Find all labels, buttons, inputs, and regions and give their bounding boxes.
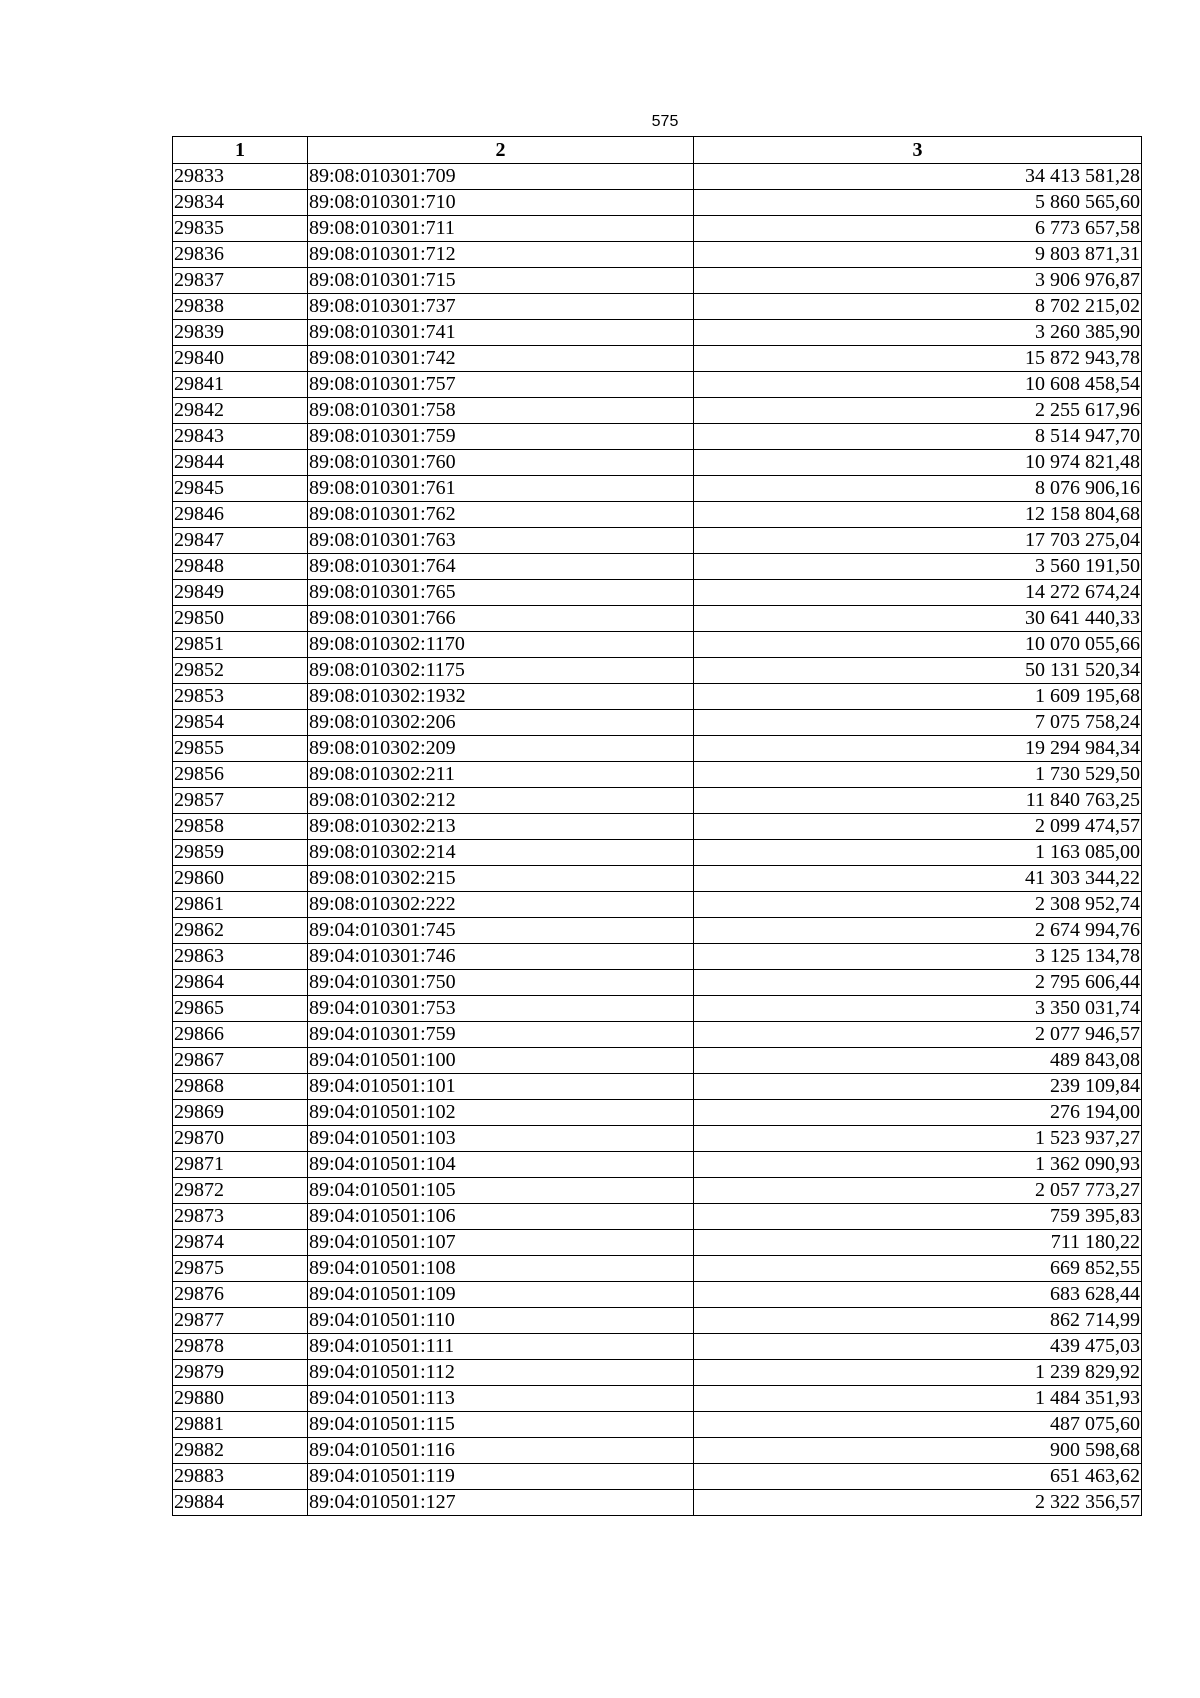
table-row <box>173 242 1142 268</box>
row-number-cell: 29864 <box>173 970 308 996</box>
value-cell: 489 843,08 <box>694 1048 1142 1074</box>
cadastral-number-cell: 89:08:010301:765 <box>308 580 694 606</box>
value-cell: 10 070 055,66 <box>694 632 1142 658</box>
row-number-cell: 29881 <box>173 1412 308 1438</box>
table-row <box>173 606 1142 632</box>
row-number-cell: 29873 <box>173 1204 308 1230</box>
cadastral-number-cell: 89:08:010302:1175 <box>308 658 694 684</box>
value-cell: 1 163 085,00 <box>694 840 1142 866</box>
row-number-cell: 29837 <box>173 268 308 294</box>
cadastral-number-cell: 89:04:010301:753 <box>308 996 694 1022</box>
value-cell: 7 075 758,24 <box>694 710 1142 736</box>
value-cell: 759 395,83 <box>694 1204 1142 1230</box>
cadastral-number-cell: 89:08:010301:764 <box>308 554 694 580</box>
table-row <box>173 1256 1142 1282</box>
value-cell: 2 255 617,96 <box>694 398 1142 424</box>
row-number-cell: 29846 <box>173 502 308 528</box>
header-row <box>173 137 1142 164</box>
value-cell: 50 131 520,34 <box>694 658 1142 684</box>
table-row <box>173 476 1142 502</box>
cadastral-number-cell: 89:08:010302:215 <box>308 866 694 892</box>
table-row <box>173 320 1142 346</box>
table-row <box>173 814 1142 840</box>
row-number-cell: 29853 <box>173 684 308 710</box>
value-cell: 683 628,44 <box>694 1282 1142 1308</box>
cadastral-number-cell: 89:08:010301:762 <box>308 502 694 528</box>
column-header-1: 1 <box>173 137 308 164</box>
row-number-cell: 29834 <box>173 190 308 216</box>
row-number-cell: 29851 <box>173 632 308 658</box>
row-number-cell: 29871 <box>173 1152 308 1178</box>
table-row <box>173 840 1142 866</box>
cadastral-number-cell: 89:08:010301:741 <box>308 320 694 346</box>
table-row <box>173 1074 1142 1100</box>
value-cell: 2 077 946,57 <box>694 1022 1142 1048</box>
row-number-cell: 29867 <box>173 1048 308 1074</box>
cadastral-number-cell: 89:04:010501:109 <box>308 1282 694 1308</box>
row-number-cell: 29855 <box>173 736 308 762</box>
value-cell: 2 674 994,76 <box>694 918 1142 944</box>
table-row <box>173 970 1142 996</box>
table-header <box>173 137 1142 164</box>
table-row <box>173 398 1142 424</box>
cadastral-number-cell: 89:08:010301:766 <box>308 606 694 632</box>
cadastral-number-cell: 89:08:010302:212 <box>308 788 694 814</box>
row-number-cell: 29833 <box>173 164 308 190</box>
table-row <box>173 1282 1142 1308</box>
cadastral-number-cell: 89:08:010301:757 <box>308 372 694 398</box>
table-row <box>173 736 1142 762</box>
cadastral-number-cell: 89:04:010501:112 <box>308 1360 694 1386</box>
cadastral-number-cell: 89:04:010301:745 <box>308 918 694 944</box>
cadastral-number-cell: 89:04:010501:115 <box>308 1412 694 1438</box>
cadastral-number-cell: 89:04:010501:101 <box>308 1074 694 1100</box>
cadastral-number-cell: 89:08:010301:709 <box>308 164 694 190</box>
row-number-cell: 29868 <box>173 1074 308 1100</box>
row-number-cell: 29836 <box>173 242 308 268</box>
cadastral-number-cell: 89:04:010301:746 <box>308 944 694 970</box>
cadastral-number-cell: 89:08:010302:211 <box>308 762 694 788</box>
table-row <box>173 1152 1142 1178</box>
table-row <box>173 1490 1142 1516</box>
value-cell: 2 057 773,27 <box>694 1178 1142 1204</box>
row-number-cell: 29865 <box>173 996 308 1022</box>
row-number-cell: 29879 <box>173 1360 308 1386</box>
cadastral-number-cell: 89:04:010501:113 <box>308 1386 694 1412</box>
table-row <box>173 1048 1142 1074</box>
table-row <box>173 1126 1142 1152</box>
row-number-cell: 29876 <box>173 1282 308 1308</box>
cadastral-number-cell: 89:04:010501:100 <box>308 1048 694 1074</box>
row-number-cell: 29862 <box>173 918 308 944</box>
row-number-cell: 29844 <box>173 450 308 476</box>
cadastral-number-cell: 89:08:010301:763 <box>308 528 694 554</box>
value-cell: 3 560 191,50 <box>694 554 1142 580</box>
cadastral-number-cell: 89:04:010501:105 <box>308 1178 694 1204</box>
value-cell: 669 852,55 <box>694 1256 1142 1282</box>
row-number-cell: 29872 <box>173 1178 308 1204</box>
value-cell: 9 803 871,31 <box>694 242 1142 268</box>
column-header-2: 2 <box>308 137 694 164</box>
table-row <box>173 1360 1142 1386</box>
table-row <box>173 632 1142 658</box>
value-cell: 276 194,00 <box>694 1100 1142 1126</box>
value-cell: 3 906 976,87 <box>694 268 1142 294</box>
table-row <box>173 164 1142 190</box>
cadastral-number-cell: 89:04:010501:108 <box>308 1256 694 1282</box>
table-row <box>173 944 1142 970</box>
column-header-3: 3 <box>694 137 1142 164</box>
row-number-cell: 29852 <box>173 658 308 684</box>
cadastral-number-cell: 89:04:010501:103 <box>308 1126 694 1152</box>
table-row <box>173 216 1142 242</box>
value-cell: 239 109,84 <box>694 1074 1142 1100</box>
table-row <box>173 1334 1142 1360</box>
row-number-cell: 29859 <box>173 840 308 866</box>
value-cell: 8 076 906,16 <box>694 476 1142 502</box>
value-cell: 2 795 606,44 <box>694 970 1142 996</box>
cadastral-number-cell: 89:08:010301:761 <box>308 476 694 502</box>
value-cell: 1 362 090,93 <box>694 1152 1142 1178</box>
value-cell: 6 773 657,58 <box>694 216 1142 242</box>
cadastral-number-cell: 89:08:010301:737 <box>308 294 694 320</box>
value-cell: 1 609 195,68 <box>694 684 1142 710</box>
row-number-cell: 29857 <box>173 788 308 814</box>
cadastral-number-cell: 89:08:010302:206 <box>308 710 694 736</box>
cadastral-number-cell: 89:08:010301:758 <box>308 398 694 424</box>
value-cell: 3 125 134,78 <box>694 944 1142 970</box>
row-number-cell: 29874 <box>173 1230 308 1256</box>
table-row <box>173 762 1142 788</box>
cadastral-number-cell: 89:08:010302:222 <box>308 892 694 918</box>
value-cell: 19 294 984,34 <box>694 736 1142 762</box>
data-table <box>172 136 1142 1516</box>
table-row <box>173 1412 1142 1438</box>
table-row <box>173 1204 1142 1230</box>
table-row <box>173 684 1142 710</box>
value-cell: 34 413 581,28 <box>694 164 1142 190</box>
row-number-cell: 29838 <box>173 294 308 320</box>
cadastral-number-cell: 89:04:010501:110 <box>308 1308 694 1334</box>
table-row <box>173 710 1142 736</box>
table-row <box>173 1100 1142 1126</box>
value-cell: 3 350 031,74 <box>694 996 1142 1022</box>
cadastral-number-cell: 89:04:010501:107 <box>308 1230 694 1256</box>
table-row <box>173 372 1142 398</box>
table-row <box>173 294 1142 320</box>
row-number-cell: 29856 <box>173 762 308 788</box>
cadastral-number-cell: 89:04:010501:119 <box>308 1464 694 1490</box>
table-body <box>173 164 1142 1516</box>
value-cell: 12 158 804,68 <box>694 502 1142 528</box>
cadastral-number-cell: 89:08:010301:712 <box>308 242 694 268</box>
row-number-cell: 29848 <box>173 554 308 580</box>
value-cell: 1 484 351,93 <box>694 1386 1142 1412</box>
value-cell: 3 260 385,90 <box>694 320 1142 346</box>
cadastral-number-cell: 89:04:010501:106 <box>308 1204 694 1230</box>
row-number-cell: 29882 <box>173 1438 308 1464</box>
cadastral-number-cell: 89:04:010301:759 <box>308 1022 694 1048</box>
table-row <box>173 528 1142 554</box>
cadastral-number-cell: 89:04:010301:750 <box>308 970 694 996</box>
cadastral-number-cell: 89:04:010501:111 <box>308 1334 694 1360</box>
table-row <box>173 1386 1142 1412</box>
row-number-cell: 29870 <box>173 1126 308 1152</box>
table-row <box>173 190 1142 216</box>
cadastral-number-cell: 89:08:010302:209 <box>308 736 694 762</box>
table-row <box>173 346 1142 372</box>
value-cell: 41 303 344,22 <box>694 866 1142 892</box>
value-cell: 14 272 674,24 <box>694 580 1142 606</box>
row-number-cell: 29842 <box>173 398 308 424</box>
value-cell: 8 702 215,02 <box>694 294 1142 320</box>
table-row <box>173 788 1142 814</box>
cadastral-number-cell: 89:04:010501:116 <box>308 1438 694 1464</box>
row-number-cell: 29840 <box>173 346 308 372</box>
row-number-cell: 29863 <box>173 944 308 970</box>
value-cell: 2 308 952,74 <box>694 892 1142 918</box>
table-row <box>173 1308 1142 1334</box>
value-cell: 439 475,03 <box>694 1334 1142 1360</box>
value-cell: 2 322 356,57 <box>694 1490 1142 1516</box>
cadastral-number-cell: 89:08:010301:759 <box>308 424 694 450</box>
value-cell: 10 608 458,54 <box>694 372 1142 398</box>
row-number-cell: 29884 <box>173 1490 308 1516</box>
table-row <box>173 580 1142 606</box>
cadastral-number-cell: 89:08:010301:715 <box>308 268 694 294</box>
value-cell: 651 463,62 <box>694 1464 1142 1490</box>
value-cell: 1 523 937,27 <box>694 1126 1142 1152</box>
value-cell: 1 239 829,92 <box>694 1360 1142 1386</box>
cadastral-number-cell: 89:08:010302:1932 <box>308 684 694 710</box>
table-row <box>173 502 1142 528</box>
table-row <box>173 450 1142 476</box>
row-number-cell: 29854 <box>173 710 308 736</box>
table-row <box>173 424 1142 450</box>
row-number-cell: 29850 <box>173 606 308 632</box>
value-cell: 30 641 440,33 <box>694 606 1142 632</box>
page-number: 575 <box>651 113 679 130</box>
row-number-cell: 29866 <box>173 1022 308 1048</box>
cadastral-number-cell: 89:08:010302:1170 <box>308 632 694 658</box>
row-number-cell: 29835 <box>173 216 308 242</box>
row-number-cell: 29843 <box>173 424 308 450</box>
row-number-cell: 29877 <box>173 1308 308 1334</box>
value-cell: 711 180,22 <box>694 1230 1142 1256</box>
row-number-cell: 29839 <box>173 320 308 346</box>
row-number-cell: 29880 <box>173 1386 308 1412</box>
value-cell: 15 872 943,78 <box>694 346 1142 372</box>
cadastral-number-cell: 89:08:010301:711 <box>308 216 694 242</box>
table-row <box>173 1230 1142 1256</box>
value-cell: 17 703 275,04 <box>694 528 1142 554</box>
table-row <box>173 866 1142 892</box>
cadastral-number-cell: 89:08:010302:213 <box>308 814 694 840</box>
row-number-cell: 29841 <box>173 372 308 398</box>
cadastral-number-cell: 89:04:010501:102 <box>308 1100 694 1126</box>
table-row <box>173 658 1142 684</box>
cadastral-number-cell: 89:08:010301:760 <box>308 450 694 476</box>
table-row <box>173 554 1142 580</box>
table-row <box>173 1438 1142 1464</box>
row-number-cell: 29845 <box>173 476 308 502</box>
cadastral-number-cell: 89:04:010501:104 <box>308 1152 694 1178</box>
row-number-cell: 29860 <box>173 866 308 892</box>
table-row <box>173 268 1142 294</box>
value-cell: 11 840 763,25 <box>694 788 1142 814</box>
row-number-cell: 29883 <box>173 1464 308 1490</box>
table-row <box>173 996 1142 1022</box>
table-row <box>173 918 1142 944</box>
table-row <box>173 1464 1142 1490</box>
cadastral-number-cell: 89:08:010302:214 <box>308 840 694 866</box>
row-number-cell: 29858 <box>173 814 308 840</box>
row-number-cell: 29869 <box>173 1100 308 1126</box>
value-cell: 10 974 821,48 <box>694 450 1142 476</box>
value-cell: 862 714,99 <box>694 1308 1142 1334</box>
cadastral-number-cell: 89:04:010501:127 <box>308 1490 694 1516</box>
row-number-cell: 29878 <box>173 1334 308 1360</box>
value-cell: 2 099 474,57 <box>694 814 1142 840</box>
value-cell: 1 730 529,50 <box>694 762 1142 788</box>
cadastral-number-cell: 89:08:010301:742 <box>308 346 694 372</box>
value-cell: 900 598,68 <box>694 1438 1142 1464</box>
value-cell: 487 075,60 <box>694 1412 1142 1438</box>
row-number-cell: 29847 <box>173 528 308 554</box>
table-row <box>173 1022 1142 1048</box>
table-row <box>173 892 1142 918</box>
row-number-cell: 29875 <box>173 1256 308 1282</box>
row-number-cell: 29861 <box>173 892 308 918</box>
value-cell: 8 514 947,70 <box>694 424 1142 450</box>
value-cell: 5 860 565,60 <box>694 190 1142 216</box>
cadastral-number-cell: 89:08:010301:710 <box>308 190 694 216</box>
table-row <box>173 1178 1142 1204</box>
row-number-cell: 29849 <box>173 580 308 606</box>
